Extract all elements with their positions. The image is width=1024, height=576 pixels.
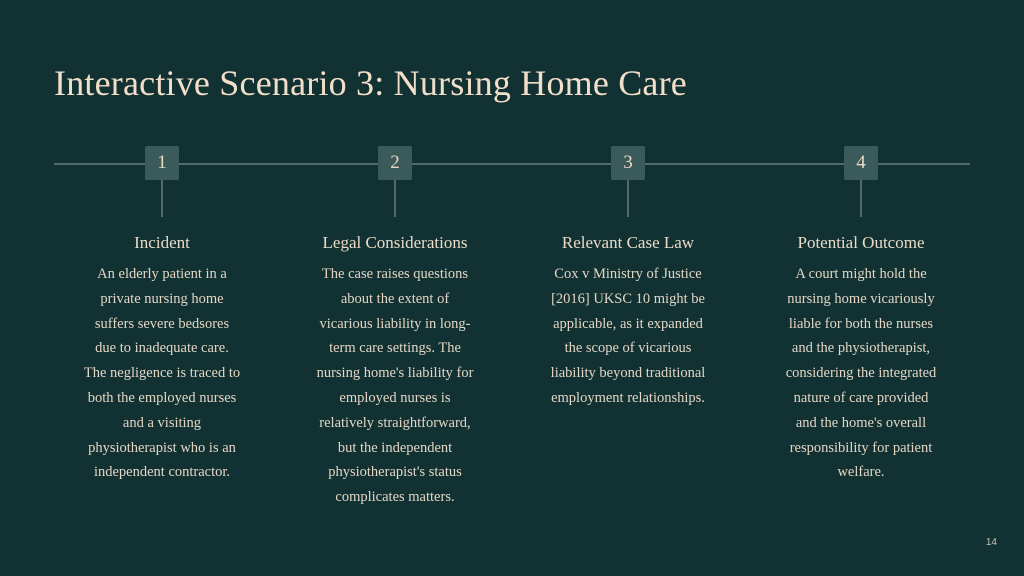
body-line: term care settings. The — [329, 340, 461, 357]
step-number-badge: 2 — [378, 146, 412, 180]
body-line: The case raises questions — [321, 266, 469, 282]
column-potential-outcome — [761, 231, 961, 485]
body-line: physiotherapist's status — [328, 464, 462, 481]
column-heading: Potential Outcome — [797, 233, 925, 252]
column-incident — [62, 231, 262, 485]
body-line: An elderly patient in a — [97, 266, 227, 282]
body-line: and the home's overall — [795, 414, 927, 431]
body-line: due to inadequate care. — [95, 340, 229, 357]
column-heading: Legal Considerations — [322, 233, 468, 252]
body-line: nursing home's liability for — [316, 365, 474, 382]
slide-title: Interactive Scenario 3: Nursing Home Care — [54, 63, 687, 103]
body-line: Cox v Ministry of Justice — [554, 266, 702, 282]
body-line: liability beyond traditional — [550, 365, 706, 382]
body-line: the scope of vicarious — [564, 340, 692, 357]
step-connector — [627, 180, 629, 217]
body-line: suffers severe bedsores — [94, 315, 230, 332]
body-line: liable for both the nurses — [788, 315, 934, 332]
body-line: independent contractor. — [93, 464, 231, 481]
body-line: both the employed nurses — [87, 389, 237, 406]
body-line: The negligence is traced to — [83, 365, 241, 382]
step-connector — [860, 180, 862, 217]
column-relevant-case-law — [528, 231, 728, 411]
column-body — [528, 262, 728, 411]
body-line: about the extent of — [340, 290, 450, 307]
body-line: nursing home vicariously — [787, 290, 935, 307]
step-number-badge: 3 — [611, 146, 645, 180]
body-line: and a visiting — [122, 414, 202, 431]
body-line: private nursing home — [100, 290, 224, 307]
page-number: 14 — [985, 537, 997, 548]
body-line: nature of care provided — [793, 389, 929, 406]
column-heading: Incident — [134, 233, 190, 252]
column-legal-considerations — [295, 231, 495, 510]
body-line: employment relationships. — [551, 389, 705, 406]
body-line: vicarious liability in long- — [319, 315, 471, 332]
body-line: relatively straightforward, — [319, 414, 471, 431]
column-body — [295, 262, 495, 510]
body-line: [2016] UKSC 10 might be — [551, 290, 705, 307]
step-number-badge: 1 — [145, 146, 179, 180]
step-connector — [394, 180, 396, 217]
timeline-line — [54, 163, 970, 165]
body-line: employed nurses is — [339, 389, 451, 406]
body-line: physiotherapist who is an — [88, 439, 236, 456]
step-connector — [161, 180, 163, 217]
body-line: responsibility for patient — [789, 439, 933, 456]
body-line: A court might hold the — [795, 266, 927, 282]
body-line: welfare. — [837, 464, 885, 481]
column-body — [62, 262, 262, 485]
column-body — [761, 262, 961, 485]
body-line: complicates matters. — [335, 489, 455, 506]
column-heading: Relevant Case Law — [561, 233, 695, 252]
step-number-badge: 4 — [844, 146, 878, 180]
body-line: considering the integrated — [785, 365, 937, 382]
body-line: applicable, as it expanded — [553, 315, 703, 332]
body-line: and the physiotherapist, — [791, 340, 931, 357]
body-line: but the independent — [337, 439, 453, 456]
